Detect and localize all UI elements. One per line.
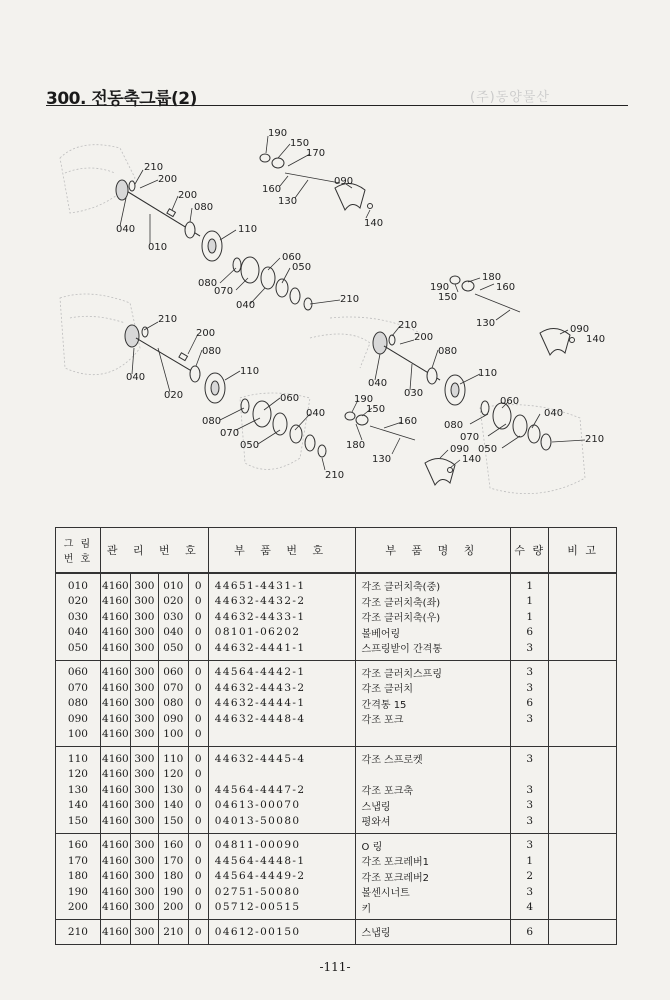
table-cell-fig: 100 — [56, 727, 101, 747]
table-cell-mgmt4: 0 — [188, 660, 208, 680]
table-cell-mgmt3: 090 — [158, 711, 188, 727]
label-090: 090 — [450, 444, 470, 455]
label-190: 190 — [430, 282, 450, 293]
table-cell-part-no: 05712-00515 — [208, 900, 355, 920]
table-cell-mgmt1: 4160 — [100, 920, 130, 945]
table-cell-mgmt3: 120 — [158, 767, 188, 783]
label-150: 150 — [438, 292, 458, 303]
table-cell-remark — [549, 813, 617, 833]
table-cell-part-name: 각조 클러치축(좌) — [355, 594, 511, 610]
table-cell-fig: 210 — [56, 920, 101, 945]
table-cell-mgmt3: 080 — [158, 696, 188, 712]
table-row — [56, 900, 617, 920]
table-cell-fig: 170 — [56, 853, 101, 869]
table-cell-mgmt3: 130 — [158, 782, 188, 798]
table-cell-mgmt2: 300 — [130, 884, 158, 900]
table-cell-mgmt3: 190 — [158, 884, 188, 900]
table-cell-part-name: 각조 클러치축(우) — [355, 609, 511, 625]
table-cell-mgmt3: 150 — [158, 813, 188, 833]
table-cell-remark — [549, 782, 617, 798]
table-cell-mgmt1: 4160 — [100, 813, 130, 833]
table-row — [56, 660, 617, 680]
label-210: 210 — [585, 434, 605, 445]
label-010: 010 — [148, 242, 168, 253]
label-060: 060 — [280, 393, 300, 404]
table-cell-mgmt2: 300 — [130, 594, 158, 610]
table-cell-part-no: 44564-4442-1 — [208, 660, 355, 680]
label-200: 200 — [196, 328, 216, 339]
table-cell-part-no: 44632-4433-1 — [208, 609, 355, 625]
label-050: 050 — [478, 444, 498, 455]
table-cell-qty: 6 — [511, 625, 549, 641]
label-150: 150 — [366, 404, 386, 415]
label-210: 210 — [144, 162, 164, 173]
table-row — [56, 767, 617, 783]
table-cell-mgmt3: 010 — [158, 573, 188, 594]
label-030: 030 — [404, 388, 424, 399]
header-qty: 수 량 — [511, 528, 549, 574]
page-number: -111- — [319, 960, 351, 974]
label-210: 210 — [158, 314, 178, 325]
table-cell-remark — [549, 696, 617, 712]
table-cell-mgmt2: 300 — [130, 767, 158, 783]
table-cell-mgmt1: 4160 — [102, 799, 129, 812]
table-cell-part-no: 44632-4441-1 — [208, 640, 355, 660]
table-row — [56, 727, 617, 747]
table-row — [56, 869, 617, 885]
table-cell-remark — [549, 711, 617, 727]
table-cell-mgmt1: 4160 — [102, 783, 129, 796]
label-040: 040 — [126, 372, 146, 383]
table-cell-qty: 2 — [511, 869, 549, 885]
header-mgmt: 관 리 번 호 — [100, 528, 208, 574]
label-130: 130 — [278, 196, 298, 207]
table-cell-qty: 1 — [511, 609, 549, 625]
table-cell-fig: 020 — [56, 594, 101, 610]
table-cell-mgmt1: 4160 — [102, 768, 129, 781]
table-cell-mgmt3: 100 — [158, 727, 188, 747]
table-cell-part-no: 44651-4431-1 — [208, 573, 355, 594]
table-cell-fig: 070 — [56, 680, 101, 696]
header-fig: 그 림 번 호 — [56, 528, 101, 574]
table-cell-mgmt2: 300 — [130, 747, 158, 767]
table-cell-qty: 3 — [511, 680, 549, 696]
label-140: 140 — [586, 334, 606, 345]
table-cell-mgmt1: 4160 — [100, 900, 130, 920]
label-150: 150 — [290, 138, 310, 149]
table-cell-qty: 3 — [511, 660, 549, 680]
label-110: 110 — [240, 366, 260, 377]
table-cell-mgmt2: 300 — [130, 798, 158, 814]
table-cell-mgmt4: 0 — [188, 594, 208, 610]
housing-sketch-left-top — [60, 145, 135, 213]
table-cell-part-no: 44564-4448-1 — [208, 853, 355, 869]
table-cell-mgmt3: 160 — [158, 833, 188, 853]
parts-table-body — [56, 573, 617, 944]
label-200: 200 — [158, 174, 178, 185]
table-cell-mgmt1: 4160 — [102, 595, 129, 608]
table-cell-qty: 3 — [511, 747, 549, 767]
table-cell-mgmt3: 170 — [158, 853, 188, 869]
label-130: 130 — [476, 318, 496, 329]
table-cell-qty: 3 — [511, 813, 549, 833]
table-cell-mgmt4: 0 — [188, 747, 208, 767]
table-cell-mgmt1: 4160 — [100, 833, 130, 853]
table-cell-part-no: 44632-4445-4 — [208, 747, 355, 767]
table-cell-part-name — [355, 767, 511, 783]
table-cell-remark — [549, 869, 617, 885]
table-cell-remark — [549, 853, 617, 869]
table-cell-fig: 090 — [56, 711, 101, 727]
label-180: 180 — [346, 440, 366, 451]
table-cell-mgmt3: 180 — [158, 869, 188, 885]
label-040: 040 — [368, 378, 388, 389]
table-cell-part-name — [355, 727, 511, 747]
table-cell-mgmt2: 300 — [130, 680, 158, 696]
table-cell-part-no: 44632-4444-1 — [208, 696, 355, 712]
label-180: 180 — [482, 272, 502, 283]
table-cell-mgmt2: 300 — [130, 727, 158, 747]
table-cell-mgmt2: 300 — [130, 660, 158, 680]
label-110: 110 — [478, 368, 498, 379]
table-cell-mgmt2: 300 — [130, 833, 158, 853]
table-row — [56, 798, 617, 814]
table-cell-mgmt2: 300 — [130, 782, 158, 798]
label-050: 050 — [292, 262, 312, 273]
table-cell-mgmt2: 300 — [130, 609, 158, 625]
table-row — [56, 747, 617, 767]
table-cell-qty: 1 — [511, 853, 549, 869]
label-080: 080 — [202, 416, 222, 427]
label-210: 210 — [398, 320, 418, 331]
table-cell-part-name: 간격통 15 — [355, 696, 511, 712]
label-050: 050 — [240, 440, 260, 451]
table-row — [56, 696, 617, 712]
table-cell-fig: 140 — [56, 798, 101, 814]
table-cell-fig: 110 — [56, 747, 101, 767]
label-190: 190 — [354, 394, 374, 405]
table-cell-mgmt2: 300 — [130, 625, 158, 641]
table-cell-part-no: 44632-4443-2 — [208, 680, 355, 696]
table-cell-remark — [549, 640, 617, 660]
table-cell-remark — [549, 798, 617, 814]
table-cell-mgmt4: 0 — [188, 869, 208, 885]
table-cell-remark — [549, 767, 617, 783]
header-remark: 비 고 — [549, 528, 617, 574]
table-cell-mgmt4: 0 — [188, 884, 208, 900]
table-cell-part-name: 스프링받이 간격통 — [355, 640, 511, 660]
table-cell-mgmt2: 300 — [130, 900, 158, 920]
header-part-name: 부 품 명 칭 — [355, 528, 511, 574]
label-110: 110 — [238, 224, 258, 235]
table-cell-part-name: 각조 포크레버2 — [355, 869, 511, 885]
label-140: 140 — [462, 454, 482, 465]
table-cell-part-name: 볼센시너트 — [355, 884, 511, 900]
table-cell-mgmt2: 300 — [130, 573, 158, 594]
table-cell-mgmt2: 300 — [130, 711, 158, 727]
table-cell-part-name: 스냅링 — [355, 920, 511, 945]
table-row — [56, 853, 617, 869]
table-cell-qty: 6 — [511, 696, 549, 712]
table-cell-fig: 190 — [56, 884, 101, 900]
label-200: 200 — [414, 332, 434, 343]
table-cell-mgmt3: 030 — [158, 609, 188, 625]
table-cell-mgmt4: 0 — [188, 833, 208, 853]
table-cell-part-name: O 링 — [355, 833, 511, 853]
table-cell-mgmt4: 0 — [188, 573, 208, 594]
table-cell-part-no: 02751-50080 — [208, 884, 355, 900]
table-cell-remark — [549, 594, 617, 610]
label-040: 040 — [544, 408, 564, 419]
title-rule — [46, 105, 628, 106]
label-160: 160 — [496, 282, 516, 293]
table-cell-qty: 4 — [511, 900, 549, 920]
table-cell-mgmt1: 4160 — [100, 660, 130, 680]
table-cell-mgmt1: 4160 — [102, 870, 129, 883]
table-cell-qty: 1 — [511, 573, 549, 594]
table-row — [56, 573, 617, 594]
label-080: 080 — [194, 202, 214, 213]
table-cell-mgmt4: 0 — [188, 767, 208, 783]
table-cell-mgmt4: 0 — [188, 900, 208, 920]
table-cell-qty: 3 — [511, 711, 549, 727]
table-cell-part-name: 각조 클러치스프링 — [355, 660, 511, 680]
exploded-parts-diagram — [40, 118, 640, 518]
table-cell-remark — [549, 920, 617, 945]
table-cell-qty: 6 — [511, 920, 549, 945]
table-cell-mgmt1: 4160 — [102, 681, 129, 694]
table-row — [56, 884, 617, 900]
table-cell-mgmt1: 4160 — [102, 626, 129, 639]
table-cell-qty: 3 — [511, 798, 549, 814]
table-cell-remark — [549, 660, 617, 680]
table-cell-fig: 130 — [56, 782, 101, 798]
table-cell-fig: 050 — [56, 640, 101, 660]
table-cell-mgmt3: 110 — [158, 747, 188, 767]
label-200: 200 — [178, 190, 198, 201]
table-cell-mgmt1: 4160 — [102, 885, 129, 898]
table-cell-part-no: 44564-4447-2 — [208, 782, 355, 798]
table-cell-fig: 150 — [56, 813, 101, 833]
label-040: 040 — [306, 408, 326, 419]
table-row — [56, 640, 617, 660]
table-cell-mgmt1: 4160 — [102, 854, 129, 867]
label-090: 090 — [334, 176, 354, 187]
table-cell-remark — [549, 727, 617, 747]
table-cell-mgmt2: 300 — [130, 853, 158, 869]
table-cell-mgmt4: 0 — [188, 798, 208, 814]
header-part-no: 부 품 번 호 — [208, 528, 355, 574]
page-title: 300. 전동축그룹(2) — [46, 89, 197, 109]
label-160: 160 — [398, 416, 418, 427]
label-190: 190 — [268, 128, 288, 139]
label-140: 140 — [364, 218, 384, 229]
table-cell-mgmt3: 200 — [158, 900, 188, 920]
table-cell-mgmt4: 0 — [188, 813, 208, 833]
table-cell-part-no: 08101-06202 — [208, 625, 355, 641]
parts-table — [55, 527, 617, 945]
table-cell-remark — [549, 625, 617, 641]
table-cell-qty: 3 — [511, 640, 549, 660]
table-row — [56, 680, 617, 696]
label-160: 160 — [262, 184, 282, 195]
table-cell-part-no: 04613-00070 — [208, 798, 355, 814]
table-cell-remark — [549, 573, 617, 594]
table-row — [56, 625, 617, 641]
table-row — [56, 833, 617, 853]
label-060: 060 — [282, 252, 302, 263]
table-row — [56, 609, 617, 625]
table-cell-mgmt4: 0 — [188, 640, 208, 660]
label-090: 090 — [570, 324, 590, 335]
label-080: 080 — [198, 278, 218, 289]
label-070: 070 — [214, 286, 234, 297]
table-cell-mgmt1: 4160 — [100, 747, 130, 767]
table-cell-mgmt1: 4160 — [102, 610, 129, 623]
table-cell-fig: 180 — [56, 869, 101, 885]
table-cell-part-no: 44564-4449-2 — [208, 869, 355, 885]
table-cell-mgmt2: 300 — [130, 640, 158, 660]
table-cell-mgmt1: 4160 — [100, 727, 130, 747]
table-cell-fig: 010 — [56, 573, 101, 594]
table-cell-qty — [511, 767, 549, 783]
publisher-watermark: (주)동양물산 — [470, 90, 550, 105]
table-cell-mgmt1: 4160 — [100, 640, 130, 660]
table-cell-part-no: 44632-4432-2 — [208, 594, 355, 610]
table-cell-mgmt4: 0 — [188, 853, 208, 869]
table-cell-mgmt4: 0 — [188, 625, 208, 641]
label-130: 130 — [372, 454, 392, 465]
table-cell-part-name: 각조 클러치축(중) — [355, 573, 511, 594]
table-cell-fig: 040 — [56, 625, 101, 641]
table-row — [56, 782, 617, 798]
table-cell-mgmt3: 070 — [158, 680, 188, 696]
table-cell-remark — [549, 747, 617, 767]
table-cell-fig: 160 — [56, 833, 101, 853]
table-cell-qty: 3 — [511, 884, 549, 900]
table-cell-fig: 080 — [56, 696, 101, 712]
table-cell-qty: 3 — [511, 833, 549, 853]
label-210: 210 — [325, 470, 345, 481]
label-080: 080 — [202, 346, 222, 357]
table-cell-part-name: 키 — [355, 900, 511, 920]
table-cell-mgmt3: 040 — [158, 625, 188, 641]
table-cell-mgmt3: 060 — [158, 660, 188, 680]
label-070: 070 — [220, 428, 240, 439]
table-cell-part-no: 44632-4448-4 — [208, 711, 355, 727]
label-070: 070 — [460, 432, 480, 443]
label-210: 210 — [340, 294, 360, 305]
table-cell-part-name: 각조 포크 — [355, 711, 511, 727]
table-cell-fig: 030 — [56, 609, 101, 625]
table-cell-mgmt4: 0 — [188, 727, 208, 747]
table-cell-mgmt4: 0 — [188, 711, 208, 727]
table-row — [56, 920, 617, 945]
table-cell-part-name: 볼베어링 — [355, 625, 511, 641]
table-cell-mgmt4: 0 — [188, 680, 208, 696]
table-cell-part-name: 각조 포크축 — [355, 782, 511, 798]
table-cell-part-no — [208, 727, 355, 747]
table-cell-mgmt1: 4160 — [102, 697, 129, 710]
label-040: 040 — [116, 224, 136, 235]
label-170: 170 — [306, 148, 326, 159]
table-cell-fig: 200 — [56, 900, 101, 920]
table-cell-part-name: 각조 클러치 — [355, 680, 511, 696]
table-cell-fig: 120 — [56, 767, 101, 783]
label-080: 080 — [438, 346, 458, 357]
table-cell-part-name: 각조 스프로켓 — [355, 747, 511, 767]
table-cell-mgmt2: 300 — [130, 813, 158, 833]
fork-assembly-top — [260, 154, 373, 210]
table-cell-part-no — [208, 767, 355, 783]
table-cell-mgmt2: 300 — [130, 696, 158, 712]
table-row — [56, 594, 617, 610]
table-cell-part-name: 스냅링 — [355, 798, 511, 814]
table-cell-mgmt4: 0 — [188, 920, 208, 945]
table-cell-part-no: 04013-50080 — [208, 813, 355, 833]
table-cell-mgmt4: 0 — [188, 609, 208, 625]
table-cell-mgmt1: 4160 — [100, 573, 130, 594]
table-cell-remark — [549, 884, 617, 900]
table-row — [56, 813, 617, 833]
table-cell-mgmt3: 050 — [158, 640, 188, 660]
label-020: 020 — [164, 390, 184, 401]
table-header-row — [56, 528, 617, 574]
table-cell-mgmt4: 0 — [188, 782, 208, 798]
table-cell-part-name: 각조 포크레버1 — [355, 853, 511, 869]
table-cell-qty — [511, 727, 549, 747]
table-cell-remark — [549, 680, 617, 696]
label-040: 040 — [236, 300, 256, 311]
label-080: 080 — [444, 420, 464, 431]
table-cell-mgmt2: 300 — [130, 920, 158, 945]
table-cell-mgmt4: 0 — [188, 696, 208, 712]
table-cell-part-no: 04811-00090 — [208, 833, 355, 853]
table-cell-remark — [549, 833, 617, 853]
table-cell-mgmt2: 300 — [130, 869, 158, 885]
table-cell-part-no: 04612-00150 — [208, 920, 355, 945]
table-cell-fig: 060 — [56, 660, 101, 680]
table-cell-remark — [549, 900, 617, 920]
table-cell-qty: 3 — [511, 782, 549, 798]
table-cell-mgmt3: 210 — [158, 920, 188, 945]
table-cell-part-name: 평와셔 — [355, 813, 511, 833]
label-060: 060 — [500, 396, 520, 407]
table-cell-remark — [549, 609, 617, 625]
table-cell-qty: 1 — [511, 594, 549, 610]
table-cell-mgmt3: 140 — [158, 798, 188, 814]
table-cell-mgmt3: 020 — [158, 594, 188, 610]
table-row — [56, 711, 617, 727]
table-cell-mgmt1: 4160 — [102, 712, 129, 725]
